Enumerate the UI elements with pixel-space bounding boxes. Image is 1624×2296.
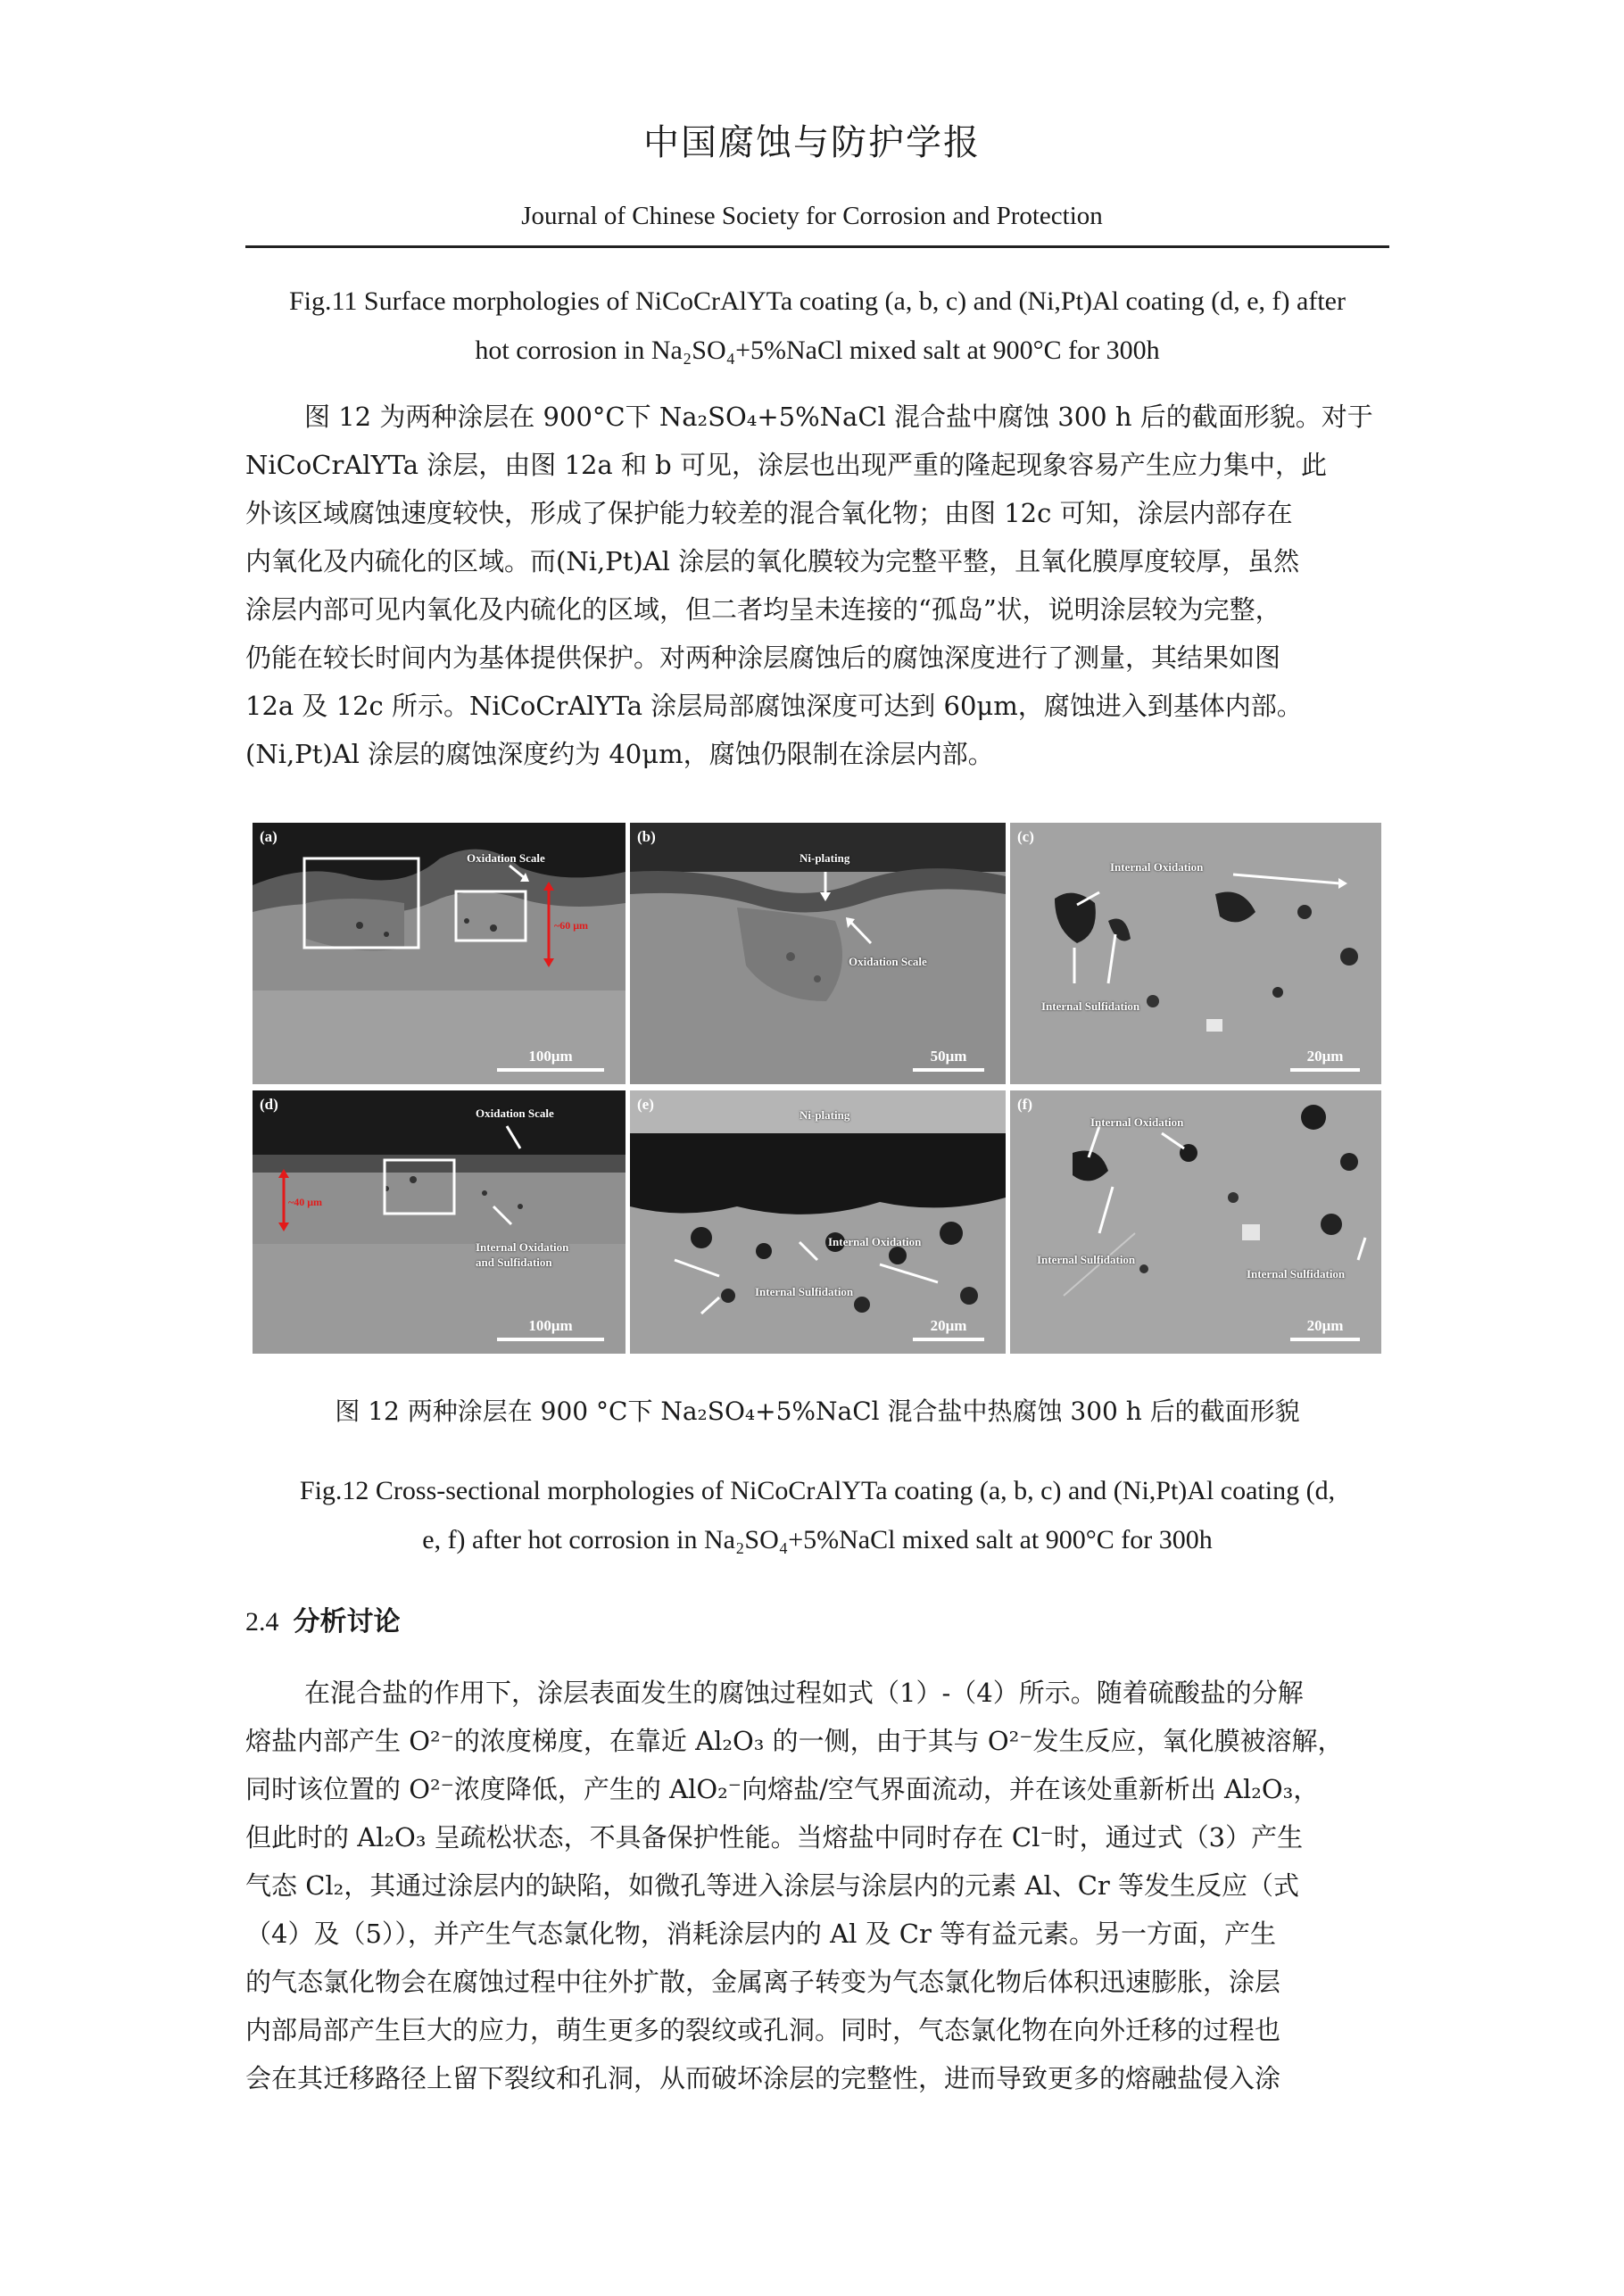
depth-label: ~40 μm [288,1196,323,1208]
journal-title-cn: 中国腐蚀与防护学报 [643,122,981,163]
sem-panel-b [630,823,1006,1084]
fig11-caption [245,277,1389,375]
label-internal-oxidation: Internal Oxidation [1110,860,1204,874]
scale-bar-label: 20μm [1306,1317,1344,1334]
paragraph-line: 但此时的 Al₂O₃ 呈疏松状态，不具备保护性能。当熔盐中同时存在 Cl⁻时，通过式（3）产生 [245,1822,1304,1853]
section-title: 分析讨论 [293,1606,401,1637]
sem-panel-d [253,1090,626,1354]
fig12-caption-en [245,1466,1389,1564]
paragraph-line: 图 12 为两种涂层在 900°C下 Na₂SO₄+5%NaCl 混合盐中腐蚀 300 h 后的截面形貌。对于 [304,402,1373,432]
paragraph-line: 内氧化及内硫化的区域。而(Ni,Pt)Al 涂层的氧化膜较为完整平整，且氧化膜厚度较厚，虽然 [245,546,1300,576]
paragraph-line: (Ni,Pt)Al 涂层的腐蚀深度约为 40μm，腐蚀仍限制在涂层内部。 [245,739,994,769]
label-internal-oxidation: Internal Oxidation [828,1235,922,1248]
scale-bar-label: 50μm [930,1048,967,1065]
paragraph-fig12-description [245,393,1389,778]
paragraph-line: 仍能在较长时间内为基体提供保护。对两种涂层腐蚀后的腐蚀深度进行了测量，其结果如图 [245,642,1281,673]
label-oxidation-scale: Oxidation Scale [849,955,927,968]
paragraph-line: 的气态氯化物会在腐蚀过程中往外扩散，金属离子转变为气态氯化物后体积迅速膨胀，涂层 [245,1967,1281,1997]
label-internal-oxidation: Internal Oxidation [476,1240,569,1254]
scale-bar-line [913,1338,984,1341]
label-internal-sulfidation: Internal Sulfidation [1247,1267,1346,1281]
label-internal-sulfidation: Internal Sulfidation [1041,999,1140,1013]
panel-tag: (e) [637,1096,654,1113]
paragraph-line: 气态 Cl₂，其通过涂层内的缺陷，如微孔等进入涂层与涂层内的元素 Al、Cr 等发生反应（式 [245,1870,1300,1901]
scale-bar [913,1048,984,1072]
scale-bar [913,1317,984,1341]
sem-image-e [630,1090,1006,1354]
scale-bar-line [497,1338,604,1341]
panel-tag: (c) [1017,828,1034,845]
label-internal-oxidation: Internal Oxidation [1090,1115,1184,1129]
panel-tag: (b) [637,828,656,845]
scale-bar-line [1290,1338,1360,1341]
depth-label: ~60 μm [554,919,589,932]
paragraph-line: （4）及（5）），并产生气态氯化物，消耗涂层内的 Al 及 Cr 等有益元素。另一方面，产生 [245,1919,1277,1949]
journal-title-en: Journal of Chinese Society for Corrosion and Protection [521,202,1103,230]
fig12-caption-line1: Fig.12 Cross-sectional morphologies of NiCoCrAlYTa coating (a, b, c) and (Ni,Pt)Al coating (d, [299,1476,1336,1505]
scale-bar [1290,1048,1360,1072]
label-internal-sulfidation: Internal Sulfidation [1037,1253,1136,1266]
sem-image-d [253,1090,626,1354]
paragraph-line: NiCoCrAlYTa 涂层，由图 12a 和 b 可见，涂层也出现严重的隆起现象容易产生应力集中，此 [245,450,1327,480]
scale-bar-line [1290,1068,1360,1072]
scale-bar-label: 20μm [930,1317,967,1334]
paragraph-line: 内部局部产生巨大的应力，萌生更多的裂纹或孔洞。同时，气态氯化物在向外迁移的过程也 [245,2015,1281,2045]
scale-bar [1290,1317,1360,1341]
fig11-caption-line1: Fig.11 Surface morphologies of NiCoCrAlYTa coating (a, b, c) and (Ni,Pt)Al coating (d, e, f) after [289,286,1346,316]
paragraph-line: 在混合盐的作用下，涂层表面发生的腐蚀过程如式（1）-（4）所示。随着硫酸盐的分解 [304,1678,1304,1708]
sem-image-f [1010,1090,1381,1354]
section-heading [245,1599,401,1638]
label-internal-sulfidation: Internal Sulfidation [755,1285,854,1298]
section-number: 2.4 [245,1607,279,1637]
fig11-caption-line2: hot corrosion in Na₂SO₄+5%NaCl mixed salt at 900°C for 300h [475,336,1160,365]
label-ni-plating: Ni-plating [800,851,850,865]
fig12-caption-line2: e, f) after hot corrosion in Na₂SO₄+5%NaCl mixed salt at 900°C for 300h [422,1525,1213,1554]
sem-panel-f [1010,1090,1381,1354]
sem-panel-a [253,823,626,1084]
panel-tag: (f) [1017,1096,1032,1113]
paragraph-line: 同时该位置的 O²⁻浓度降低，产生的 AlO₂⁻向熔盐/空气界面流动，并在该处重新析出 Al₂O₃， [245,1774,1320,1804]
scale-bar-line [497,1068,604,1072]
label-ni-plating: Ni-plating [800,1108,850,1122]
scale-bar-line [913,1068,984,1072]
header-divider [245,245,1389,248]
scale-bar [497,1317,604,1341]
label-oxidation-scale: Oxidation Scale [467,851,545,865]
scale-bar [497,1048,604,1072]
label-oxidation-scale: Oxidation Scale [476,1107,554,1120]
fig12-caption-cn: 图 12 两种涂层在 900 °C下 Na₂SO₄+5%NaCl 混合盐中热腐蚀 300 h 后的截面形貌 [335,1397,1300,1426]
paragraph-analysis [245,1669,1389,2102]
label-and-sulfidation: and Sulfidation [476,1256,552,1269]
paragraph-line: 12a 及 12c 所示。NiCoCrAlYTa 涂层局部腐蚀深度可达到 60μm，腐蚀进入到基体内部。 [245,691,1303,721]
sem-panel-c [1010,823,1381,1084]
panel-tag: (d) [260,1096,278,1113]
sem-panel-e [630,1090,1006,1354]
scale-bar-label: 100μm [528,1048,573,1065]
paragraph-line: 外该区域腐蚀速度较快，形成了保护能力较差的混合氧化物；由图 12c 可知，涂层内部存在 [245,498,1293,528]
paragraph-line: 熔盐内部产生 O²⁻的浓度梯度，在靠近 Al₂O₃ 的一侧，由于其与 O²⁻发生反应，氧化膜被溶解， [245,1726,1344,1756]
scale-bar-label: 20μm [1306,1048,1344,1065]
scale-bar-label: 100μm [528,1317,573,1334]
paragraph-line: 涂层内部可见内氧化及内硫化的区域，但二者均呈未连接的“孤岛”状，说明涂层较为完整， [245,594,1281,625]
paragraph-line: 会在其迁移路径上留下裂纹和孔洞，从而破坏涂层的完整性，进而导致更多的熔融盐侵入涂 [245,2063,1281,2093]
panel-tag: (a) [260,828,278,845]
sem-image-a [253,823,626,1084]
